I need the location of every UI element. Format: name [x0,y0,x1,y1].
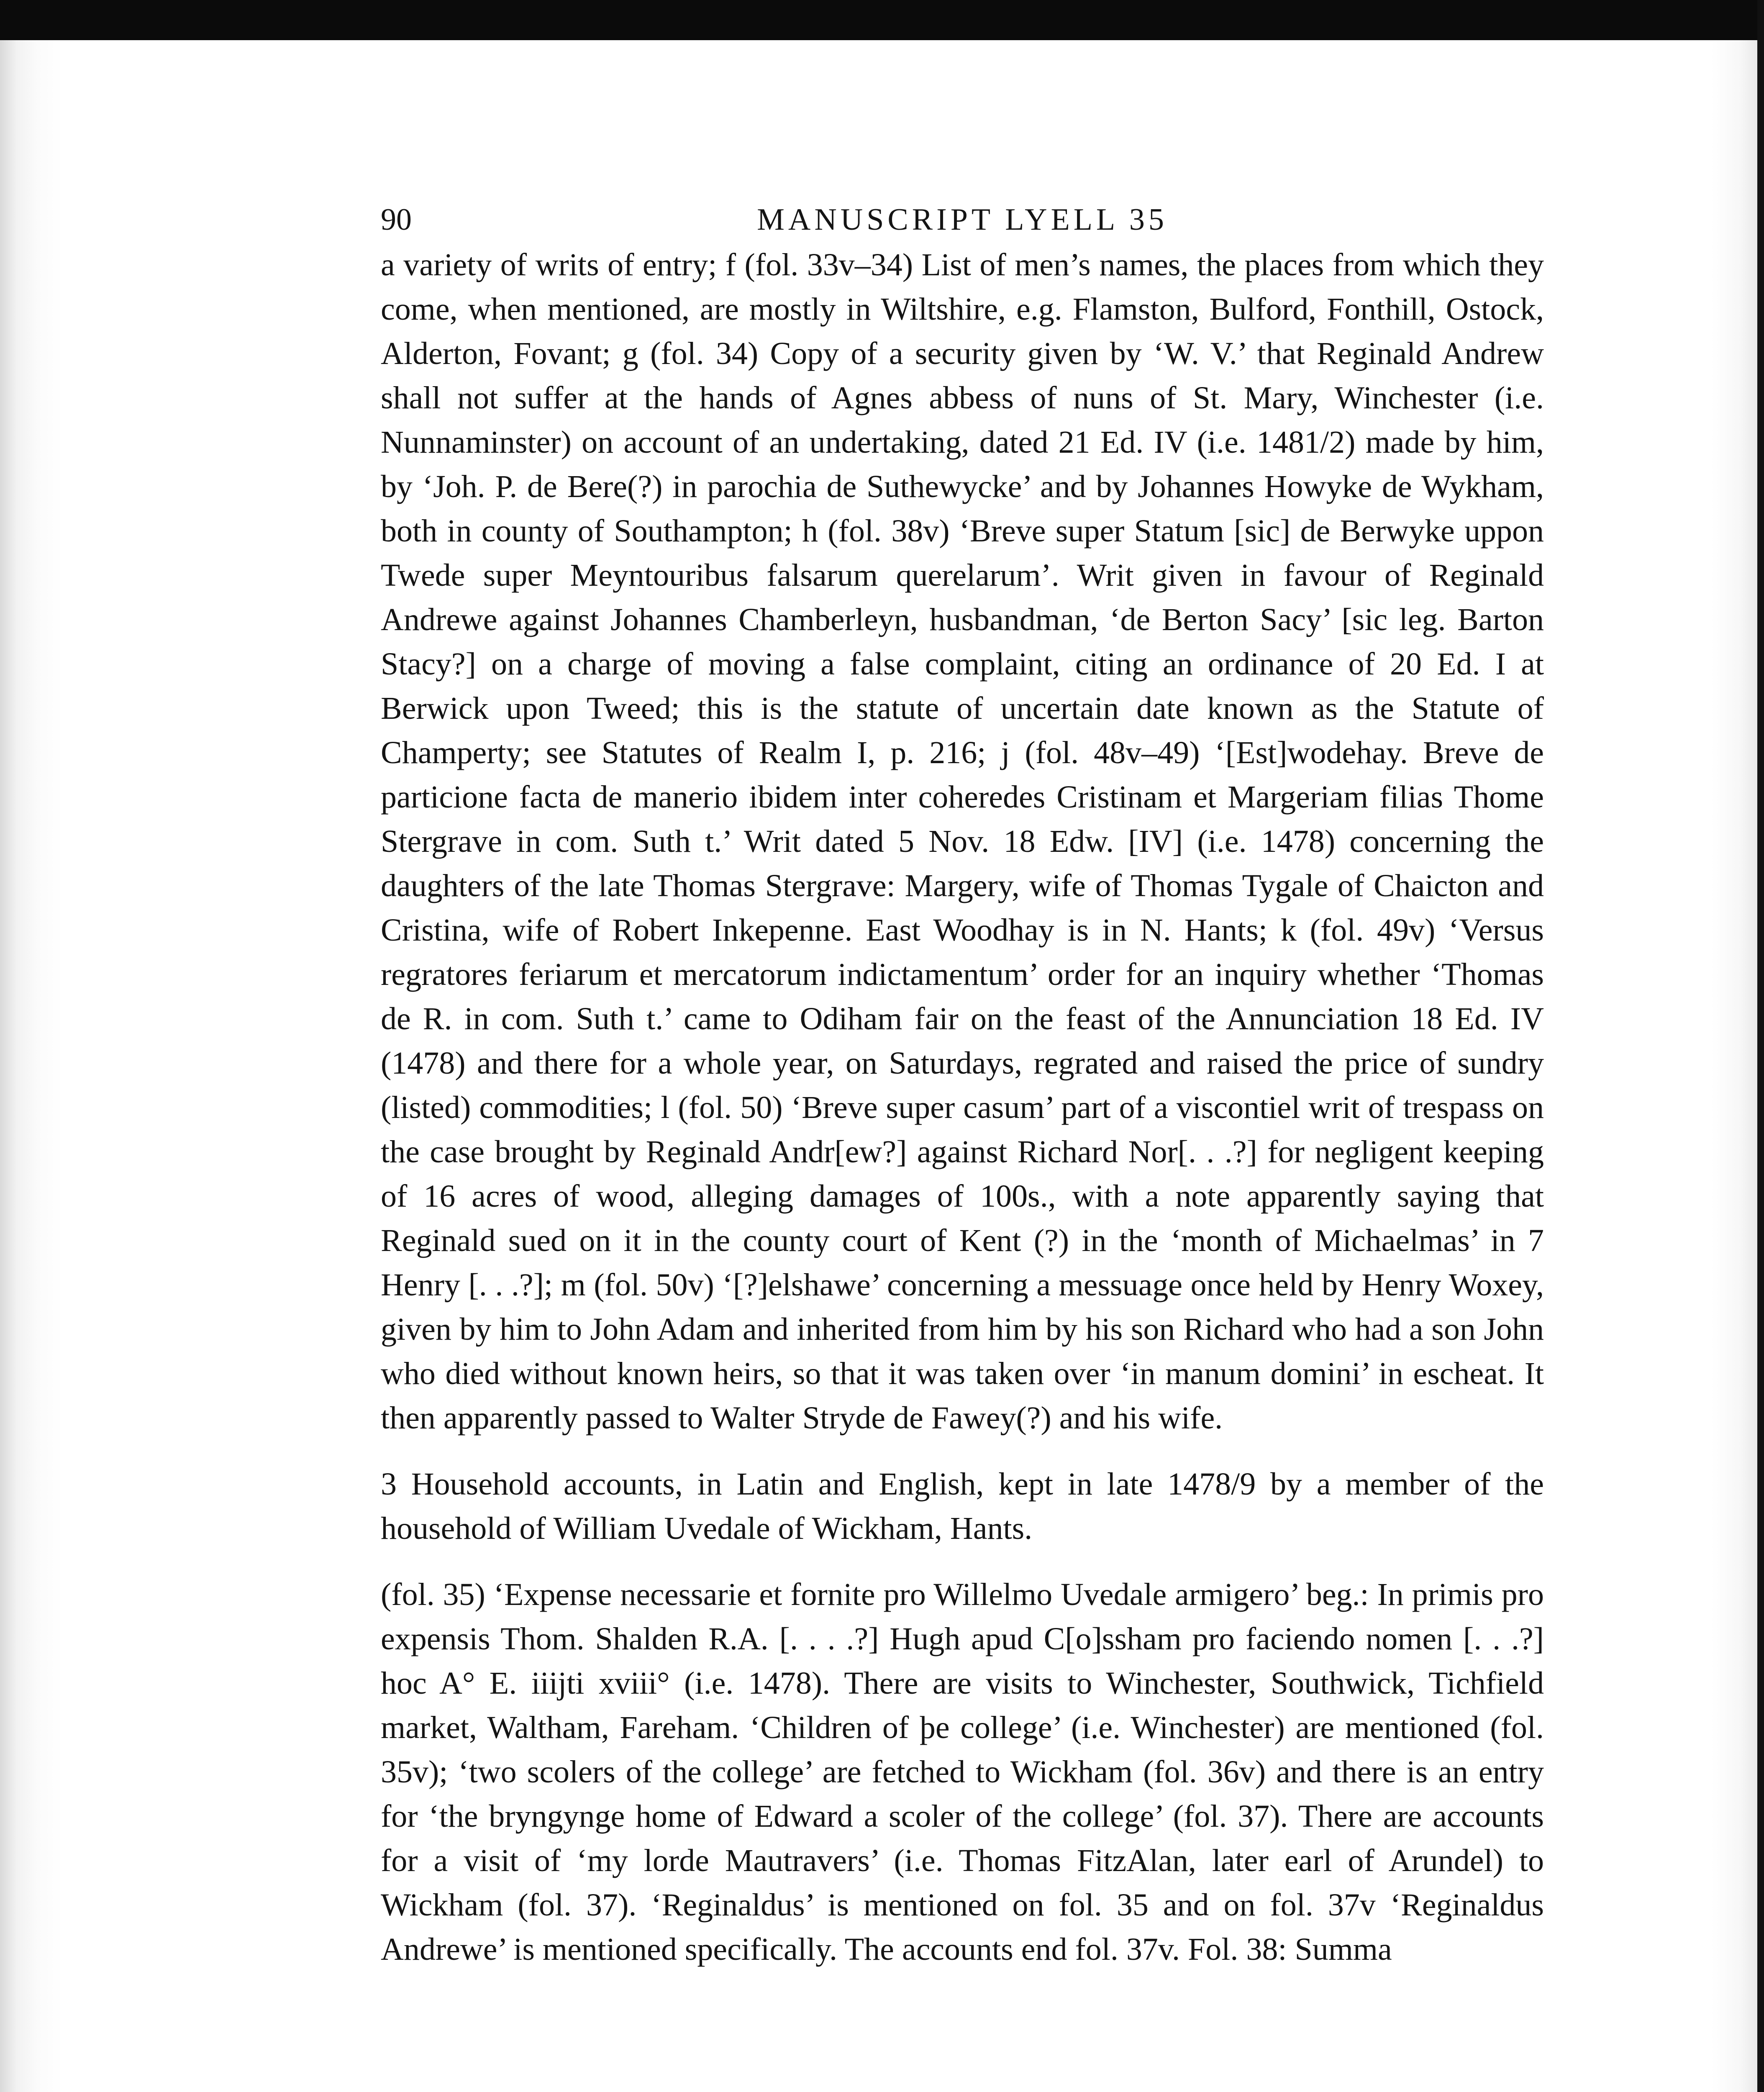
page-number: 90 [381,203,412,237]
scan-shadow-right [1711,40,1757,2092]
scan-shadow-left [0,40,63,2092]
running-head [381,197,1544,243]
paragraph-writs: a variety of writs of entry; f (fol. 33v–34) List of men’s names, the places from which they come, when mentioned, are mostly in Wiltshire, e.g. Flamston, Bulford, Fonthill, Ostock, Alderton, Fovant; g (fol. 34) Copy of a security given by ‘W. V.’ that Reginald Andrew shall not suffer at the hands of Agnes abbess of nuns of St. Mary, Winchester (i.e. Nunnaminster) on account of an undertaking, dated 21 Ed. IV (i.e. 1481/2) made by him, by ‘Joh. P. de Bere(?) in parochia de Suthewycke’ and by Johannes Howyke de Wykham, both in county of Southampton; h (fol. 38v) ‘Breve super Statum [sic] de Berwyke uppon Twede super Meyntouribus falsarum querelarum’. Writ given in favour of Reginald Andrewe against Johannes Chamberleyn, husbandman, ‘de Berton Sacy’ [sic leg. Barton Stacy?] on a charge of moving a false complaint, citing an ordinance of 20 Ed. I at Berwick upon Tweed; this is the statute of uncertain date known as the Statute of Champerty; see Statutes of Realm I, p. 216; j (fol. 48v–49) ‘[Est]wodehay. Breve de particione facta de manerio ibidem inter coheredes Cristinam et Margeriam filias Thome Stergrave in com. Suth t.’ Writ dated 5 Nov. 18 Edw. [IV] (i.e. 1478) concerning the daughters of the late Thomas Stergrave: Margery, wife of Thomas Tygale of Chaicton and Cristina, wife of Robert Inkepenne. East Woodhay is in N. Hants; k (fol. 49v) ‘Versus regratores feriarum et mercatorum indictamentum’ order for an inquiry whether ‘Thomas de R. in com. Suth t.’ came to Odiham fair on the feast of the Annunciation 18 Ed. IV (1478) and there for a whole year, on Saturdays, regrated and raised the price of sundry (listed) commodities; l (fol. 50) ‘Breve super casum’ part of a viscontiel writ of trespass on the case brought by Reginald Andr[ew?] against Richard Nor[. . .?] for negligent keeping of 16 acres of wood, alleging damages of 100s., with a note apparently saying that Reginald sued on it in the county court of Kent (?) in the ‘month of Michaelmas’ in 7 Henry [. . .?]; m (fol. 50v) ‘[?]elshawe’ concerning a messuage once held by Henry Woxey, given by him to John Adam and inherited from him by his son Richard who had a son John who died without known heirs, so that it was taken over ‘in manum domini’ in escheat. It then apparently passed to Walter Stryde de Fawey(?) and his wife. [381,247,1544,1436]
book-page [381,197,1544,1972]
paragraph-expense-entries: (fol. 35) ‘Expense necessarie et fornite pro Willelmo Uvedale armigero’ beg.: In primis pro expensis Thom. Shalden R.A. [. . . .?] Hugh apud C[o]ssham pro faciendo nomen [. . .?] hoc A° E. iiijti xviii° (i.e. 1478). There are visits to Winchester, Southwick, Tichfield market, Waltham, Fareham. ‘Children of þe college’ (i.e. Winchester) are mentioned (fol. 35v); ‘two scolers of the college’ are fetched to Wickham (fol. 36v) and there is an entry for ‘the bryngynge home of Edward a scoler of the college’ (fol. 37). There are accounts for a visit of ‘my lorde Mautravers’ (i.e. Thomas FitzAlan, later earl of Arundel) to Wickham (fol. 37). ‘Reginaldus’ is mentioned on fol. 35 and on fol. 37v ‘Reginaldus Andrewe’ is mentioned specifically. The accounts end fol. 37v. Fol. 38: Summa [381,1577,1544,1967]
scan-border-right [1757,0,1764,2092]
scan-border-top [0,0,1764,40]
paragraph-household-accounts: 3 Household accounts, in Latin and English, kept in late 1478/9 by a member of the household of William Uvedale of Wickham, Hants. [381,1466,1544,1546]
running-title: MANUSCRIPT LYELL 35 [757,203,1168,237]
